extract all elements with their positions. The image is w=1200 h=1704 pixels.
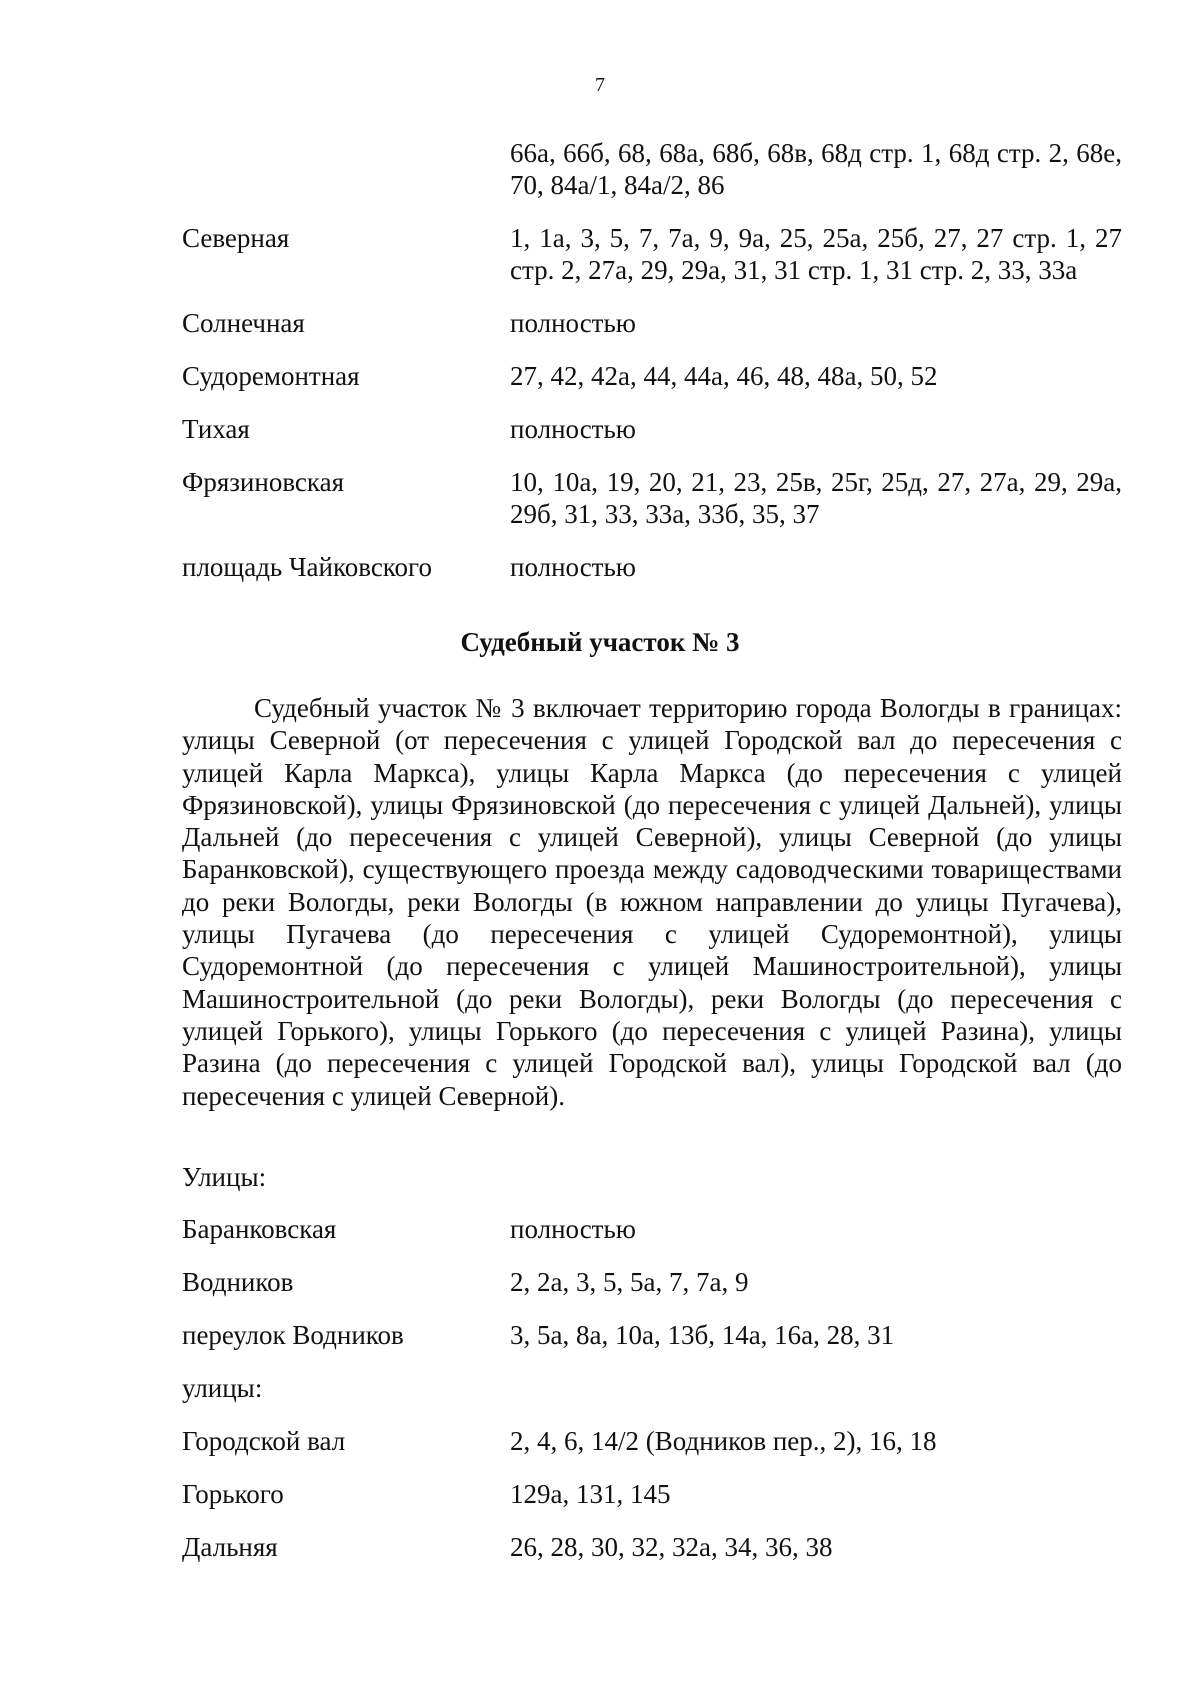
street-name: улицы: [182,1373,263,1403]
street-row [182,1319,1122,1351]
street-name: Солнечная [182,308,305,338]
house-numbers: 66а, 66б, 68, 68а, 68б, 68в, 68д стр. 1, 68д стр. 2, 68е, 70, 84а/1, 84а/2, 86 [510,138,1122,200]
section-heading: Судебный участок № 3 [460,627,740,657]
street-name: Городской вал [182,1426,346,1456]
street-row [182,1266,1122,1298]
page-number: 7 [595,74,605,96]
street-list-continued [182,137,1122,583]
house-numbers: полностью [510,414,636,444]
street-row [182,137,1122,201]
street-name: переулок Водников [182,1320,404,1350]
house-numbers: полностью [510,552,636,582]
street-row [182,1372,1122,1404]
house-numbers: 26, 28, 30, 32, 32а, 34, 36, 38 [510,1532,833,1562]
street-row [182,1478,1122,1510]
street-row [182,466,1122,530]
street-row [182,222,1122,286]
street-row [182,413,1122,445]
district-boundaries-paragraph: Судебный участок № 3 включает территорию города Вологды в границах: улицы Северной (от пересечения с улицей Городской вал до пересечения с улицей Карла Маркса), улицы Карла Маркса (до пересечения с улицей Фрязиновской), улицы Фрязиновской (до пересечения с улицей Дальней), улицы Дальней (до пересечения с улицей Северной), улицы Северной (до улицы Баранковской), существующего проезда между садоводческими товариществами до реки Вологды, реки Вологды (в южном направлении до улицы Пугачева), улицы Пугачева (до пересечения с улицей Судоремонтной), улицы Судоремонтной (до пересечения с улицей Машиностроительной), улицы Машиностроительной (до реки Вологды), реки Вологды (до пересечения с улицей Горького), улицы Горького (до пересечения с улицей Разина), улицы Разина (до пересечения с улицей Городской вал), улицы Городской вал (до пересечения с улицей Северной). [182,693,1122,1111]
street-name: Судоремонтная [182,361,360,391]
house-numbers [510,1372,1122,1404]
house-numbers: полностью [510,1214,636,1244]
street-name: Тихая [182,414,250,444]
street-list-district-3 [182,1213,1122,1563]
house-numbers: 3, 5а, 8а, 10а, 13б, 14а, 16а, 28, 31 [510,1320,895,1350]
house-numbers: 2, 4, 6, 14/2 (Водников пер., 2), 16, 18 [510,1426,937,1456]
street-row [182,1425,1122,1457]
street-name [182,137,510,201]
house-numbers: 1, 1а, 3, 5, 7, 7а, 9, 9а, 25, 25а, 25б, 27, 27 стр. 1, 27 стр. 2, 27а, 29, 29а, 31, 31 стр. 1, 31 стр. 2, 33, 33а [510,223,1122,285]
street-row [182,551,1122,583]
streets-label: Улицы: [182,1162,267,1192]
street-row [182,1531,1122,1563]
house-numbers: 2, 2а, 3, 5, 5а, 7, 7а, 9 [510,1267,749,1297]
house-numbers: 27, 42, 42а, 44, 44а, 46, 48, 48а, 50, 52 [510,361,938,391]
street-name: Дальняя [182,1532,278,1562]
house-numbers: 129а, 131, 145 [510,1479,671,1509]
house-numbers: 10, 10а, 19, 20, 21, 23, 25в, 25г, 25д, 27, 27а, 29, 29а, 29б, 31, 33, 33а, 33б, 35, 37 [510,467,1122,529]
street-row [182,1213,1122,1245]
street-name: Баранковская [182,1214,337,1244]
street-name: площадь Чайковского [182,552,432,582]
street-name: Фрязиновская [182,467,344,497]
street-name: Водников [182,1267,294,1297]
house-numbers: полностью [510,308,636,338]
street-name: Горького [182,1479,284,1509]
street-row [182,307,1122,339]
street-row [182,360,1122,392]
street-name: Северная [182,223,290,253]
